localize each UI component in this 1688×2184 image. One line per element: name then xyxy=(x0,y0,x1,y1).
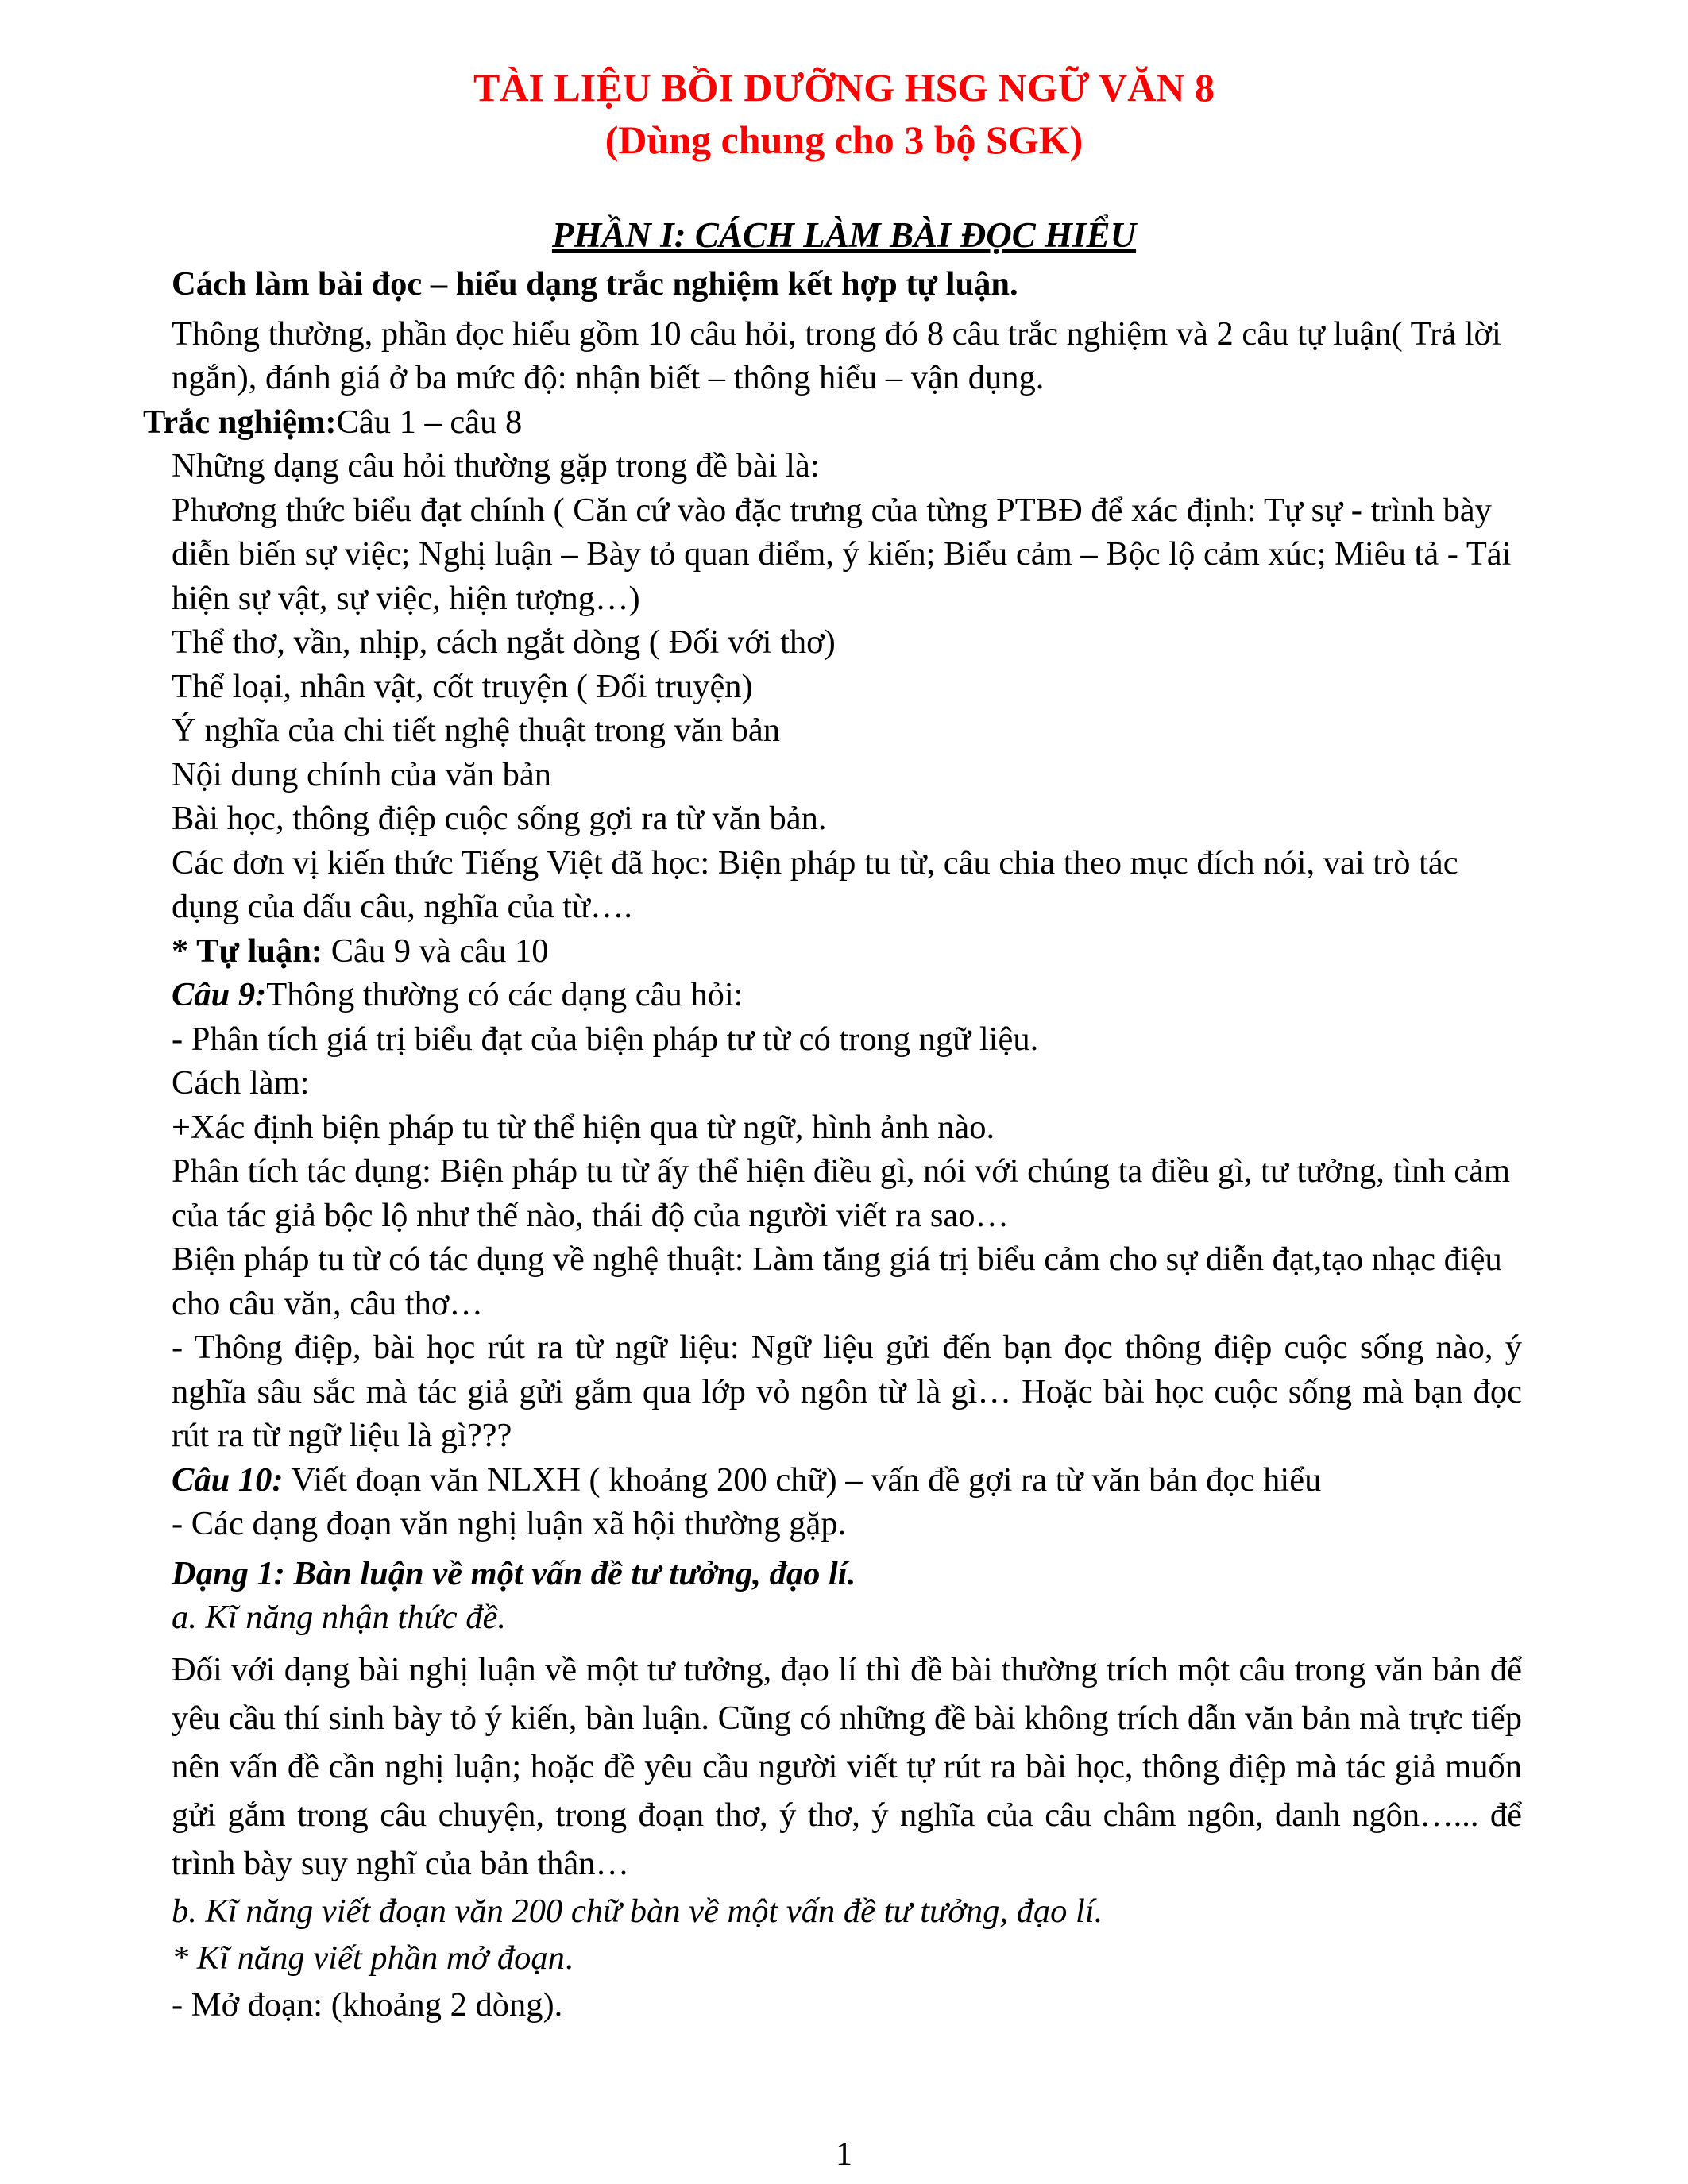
multiple-choice-line xyxy=(143,400,1522,445)
list-item: Phương thức biểu đạt chính ( Căn cứ vào đặc trưng của từng PTBĐ để xác định: Tự sự - trình bày diễn biến sự việc; Nghị luận – Bày tỏ quan điểm, ý kiến; Biểu cảm – Bộc lộ cảm xúc; Miêu tả - Tái hiện sự vật, sự việc, hiện tượng…) xyxy=(172,491,1512,617)
question-9-label: Câu 9: xyxy=(172,976,267,1013)
question-10-line xyxy=(172,1458,1522,1503)
open-line: - Mở đoạn: (khoảng 2 dòng). xyxy=(172,1985,563,2024)
skill-b-heading: b. Kĩ năng viết đoạn văn 200 chữ bàn về một vấn đề tư tưởng, đạo lí. xyxy=(172,1892,1103,1930)
q9-item: Cách làm: xyxy=(172,1064,310,1102)
multiple-choice-label: Trắc nghiệm: xyxy=(143,403,337,441)
essay-line xyxy=(172,929,1522,974)
document-subtitle: (Dùng chung cho 3 bộ SGK) xyxy=(605,118,1083,162)
essay-label: * Tự luận: xyxy=(172,932,323,970)
question-10-sub: - Các dạng đoạn văn nghị luận xã hội thường gặp. xyxy=(172,1505,847,1542)
list-item: Các đơn vị kiến thức Tiếng Việt đã học: Biện pháp tu từ, câu chia theo mục đích nói, vai trò tác dụng của dấu câu, nghĩa của từ…. xyxy=(172,843,1458,925)
question-9-line xyxy=(172,973,1522,1017)
skill-a-paragraph: Đối với dạng bài nghị luận về một tư tưởng, đạo lí thì đề bài thường trích một câu trong văn bản để yêu cầu thí sinh bày tỏ ý kiến, bàn luận. Cũng có những đề bài không trích dẫn văn bản mà trực tiếp nên vấn đề cần nghị luận; hoặc đề yêu cầu người viết tự rút ra bài học, thông điệp mà tác giả muốn gửi gắm trong câu chuyện, trong đoạn thơ, ý thơ, ý nghĩa của câu châm ngôn, danh ngôn…... để trình bày suy nghĩ của bản thân… xyxy=(172,1650,1522,1882)
list-item: Nội dung chính của văn bản xyxy=(172,755,552,793)
intro-paragraph: Thông thường, phần đọc hiểu gồm 10 câu hỏi, trong đó 8 câu trắc nghiệm và 2 câu tự luận( Trả lời ngắn), đánh giá ở ba mức độ: nhận biết – thông hiểu – vận dụng. xyxy=(172,314,1501,396)
skill-a-heading: a. Kĩ năng nhận thức đề. xyxy=(172,1599,506,1636)
q9-item: - Phân tích giá trị biểu đạt của biện pháp tư từ có trong ngữ liệu. xyxy=(172,1020,1039,1058)
skill-open-period: . xyxy=(564,1939,574,1977)
list-item: Thể thơ, vần, nhịp, cách ngắt dòng ( Đối với thơ) xyxy=(172,623,836,661)
q9-item: - Thông điệp, bài học rút ra từ ngữ liệu: Ngữ liệu gửi đến bạn đọc thông điệp cuộc sống nào, ý nghĩa sâu sắc mà tác giả gửi gắm qua lớp vỏ ngôn từ là gì… Hoặc bài học cuộc sống mà bạn đọc rút ra từ ngữ liệu là gì??? xyxy=(172,1329,1522,1454)
skill-open-text: * Kĩ năng viết phần mở đoạn xyxy=(172,1939,565,1977)
list-item: Thể loại, nhân vật, cốt truyện ( Đối truyện) xyxy=(172,667,753,705)
list-item: Bài học, thông điệp cuộc sống gợi ra từ văn bản. xyxy=(172,800,827,837)
common-types-line: Những dạng câu hỏi thường gặp trong đề bài là: xyxy=(172,447,820,484)
q9-item: Phân tích tác dụng: Biện pháp tu từ ấy thể hiện điều gì, nói với chúng ta điều gì, tư tưởng, tình cảm của tác giả bộc lộ như thế nào, thái độ của người viết ra sao… xyxy=(172,1152,1511,1234)
question-10-label: Câu 10: xyxy=(172,1461,284,1499)
multiple-choice-range: Câu 1 – câu 8 xyxy=(336,403,523,441)
q9-item: Biện pháp tu từ có tác dụng về nghệ thuật: Làm tăng giá trị biểu cảm cho sự diễn đạt,tạo nhạc điệu cho câu văn, câu thơ… xyxy=(172,1241,1502,1322)
skill-open-heading xyxy=(172,1935,1522,1981)
document-title: TÀI LIỆU BỒI DƯỠNG HSG NGỮ VĂN 8 xyxy=(473,65,1215,110)
section-heading: Cách làm bài đọc – hiểu dạng trắc nghiệm kết hợp tự luận. xyxy=(172,265,1018,303)
q9-item: +Xác định biện pháp tu từ thể hiện qua từ ngữ, hình ảnh nào. xyxy=(172,1108,995,1146)
part-heading: PHẦN I: CÁCH LÀM BÀI ĐỌC HIỂU xyxy=(551,215,1137,255)
essay-range: Câu 9 và câu 10 xyxy=(323,932,549,970)
document-body xyxy=(143,262,1522,2028)
question-9-text: Thông thường có các dạng câu hỏi: xyxy=(266,976,744,1013)
list-item: Ý nghĩa của chi tiết nghệ thuật trong văn bản xyxy=(172,712,780,749)
page-number: 1 xyxy=(836,2136,852,2173)
type-1-heading: Dạng 1: Bàn luận về một vấn đề tư tưởng, đạo lí. xyxy=(172,1554,856,1592)
question-10-text: Viết đoạn văn NLXH ( khoảng 200 chữ) – vấn đề gợi ra từ văn bản đọc hiểu xyxy=(283,1461,1322,1499)
